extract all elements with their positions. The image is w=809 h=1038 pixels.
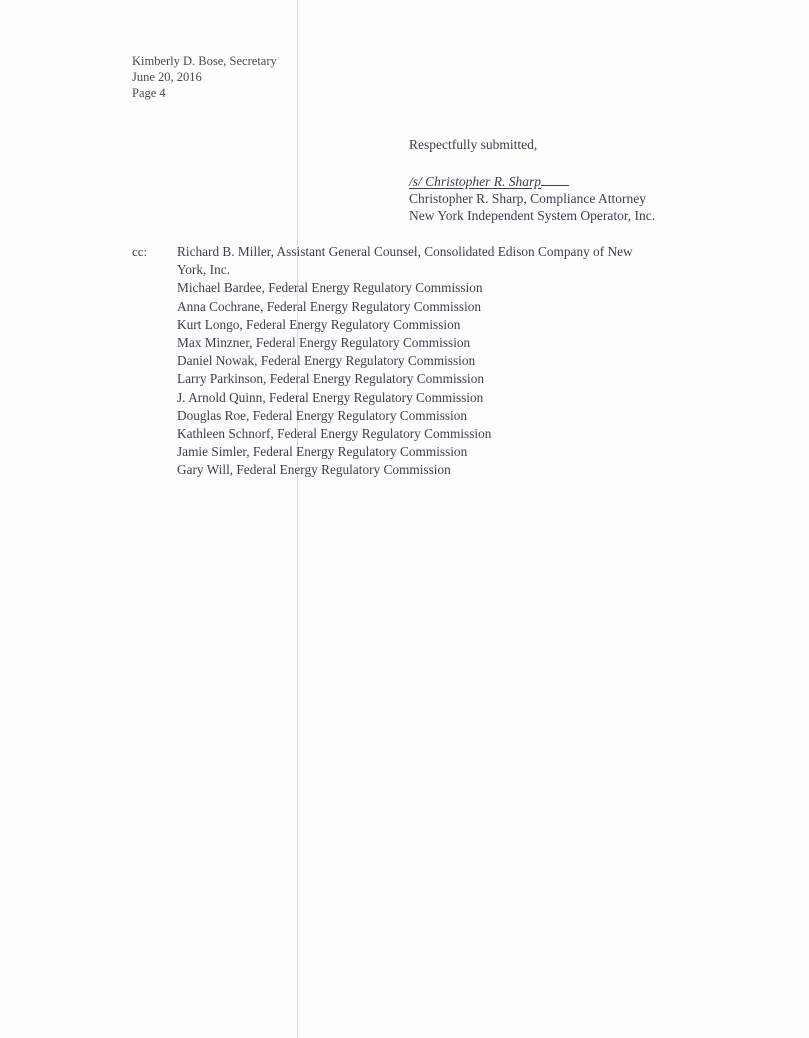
scan-artifact-line [297, 0, 298, 1038]
cc-recipient: Anna Cochrane, Federal Energy Regulatory Commission [177, 298, 482, 314]
signer-organization: New York Independent System Operator, Inc. [409, 208, 656, 223]
cc-recipient: Daniel Nowak, Federal Energy Regulatory Commission [177, 353, 476, 369]
addressee-line: Kimberly D. Bose, Secretary [132, 54, 277, 68]
closing-line: Respectfully submitted, [409, 137, 538, 152]
cc-recipient: Kurt Longo, Federal Energy Regulatory Commission [177, 316, 461, 332]
signature-block [409, 136, 655, 224]
signature-text: /s/ Christopher R. Sharp [409, 174, 542, 189]
cc-recipient: Douglas Roe, Federal Energy Regulatory Commission [177, 407, 468, 423]
letter-header [132, 53, 277, 101]
cc-recipient: Gary Will, Federal Energy Regulatory Commission [177, 462, 451, 478]
cc-recipient: J. Arnold Quinn, Federal Energy Regulatory Commission [177, 389, 484, 405]
cc-recipient-list [177, 243, 717, 480]
cc-recipient: Max Minzner, Federal Energy Regulatory Commission [177, 335, 471, 351]
cc-recipient: Richard B. Miller, Assistant General Counsel, Consolidated Edison Company of New [177, 244, 633, 259]
cc-recipient: York, Inc. [177, 262, 230, 278]
signer-name-title: Christopher R. Sharp, Compliance Attorney [409, 191, 646, 206]
electronic-signature [409, 172, 655, 190]
cc-recipient: Jamie Simler, Federal Energy Regulatory Commission [177, 444, 468, 460]
cc-label: cc: [132, 244, 148, 259]
cc-recipient: Kathleen Schnorf, Federal Energy Regulatory Commission [177, 426, 492, 442]
signature-underline [541, 172, 569, 186]
cc-recipient: Michael Bardee, Federal Energy Regulatory Commission [177, 280, 483, 296]
date-line: June 20, 2016 [132, 70, 202, 84]
page-number: Page 4 [132, 86, 166, 100]
cc-recipient: Larry Parkinson, Federal Energy Regulatory Commission [177, 371, 485, 387]
